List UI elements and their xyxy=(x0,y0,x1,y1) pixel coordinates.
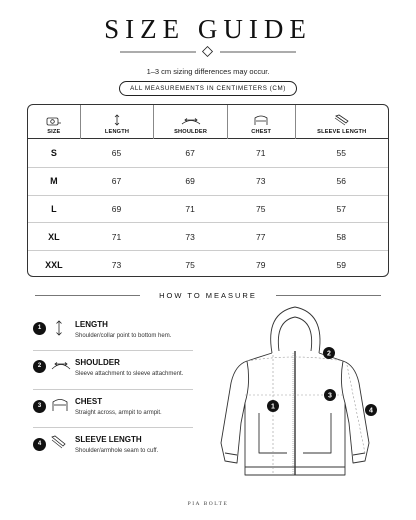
col-length: LENGTH xyxy=(80,105,154,139)
diagram-marker-1 xyxy=(267,400,279,412)
sleeve-icon xyxy=(334,114,350,126)
length-cell: 69 xyxy=(111,203,122,214)
sleeve-icon xyxy=(51,435,67,449)
step-separator xyxy=(33,350,193,351)
svg-text:1: 1 xyxy=(271,403,275,411)
step-length xyxy=(33,320,193,346)
shoulder-cell: 71 xyxy=(185,203,195,214)
col-shoulder: SHOULDER xyxy=(153,105,227,139)
step-description: Shoulder/collar point to bottom hem. xyxy=(75,333,172,339)
col-sleeve-length: SLEEVE LENGTH xyxy=(295,105,388,139)
step-name: CHEST xyxy=(75,397,103,406)
size-cell: XXL xyxy=(45,259,63,270)
chest-cell: 73 xyxy=(255,176,266,187)
table-row xyxy=(28,195,388,223)
units-badge: ALL MEASUREMENTS IN CENTIMETERS (CM) xyxy=(119,81,297,96)
step-sleeve-length xyxy=(33,435,193,461)
vertical-arrow-icon xyxy=(51,320,67,336)
table-body xyxy=(28,139,388,277)
length-cell: 73 xyxy=(111,259,122,270)
diagram-marker-2 xyxy=(323,347,335,359)
how-to-measure-title: HOW TO MEASURE xyxy=(159,291,257,300)
tape-measure-icon xyxy=(46,116,62,126)
size-cell: XL xyxy=(48,231,60,242)
brand-footer: PIA BOLTE xyxy=(187,501,229,507)
step-chest xyxy=(33,397,193,423)
sleeve-cell: 59 xyxy=(336,259,346,270)
step-description: Shoulder/armhole seam to cuff. xyxy=(75,448,159,454)
chest-icon xyxy=(51,398,69,412)
svg-text:2: 2 xyxy=(327,350,331,358)
step-name: LENGTH xyxy=(75,320,108,329)
sizing-disclaimer: 1–3 cm sizing differences may occur. xyxy=(146,67,270,76)
length-cell: 67 xyxy=(111,176,122,187)
table-header xyxy=(28,105,388,139)
sleeve-cell: 55 xyxy=(336,147,346,158)
chest-cell: 77 xyxy=(255,231,266,242)
step-number: 1 xyxy=(33,322,46,335)
col-chest: CHEST xyxy=(227,105,295,139)
size-cell: S xyxy=(50,147,57,158)
col-size: SIZE xyxy=(28,105,80,139)
table-row xyxy=(28,167,388,195)
step-shoulder xyxy=(33,358,193,384)
shoulder-cell: 67 xyxy=(185,147,195,158)
length-cell: 71 xyxy=(111,231,122,242)
title-ornament xyxy=(0,46,416,58)
step-description: Straight across, armpit to armpit. xyxy=(75,410,162,416)
diagram-marker-3 xyxy=(324,389,336,401)
shoulder-arc-icon xyxy=(180,116,202,126)
step-separator xyxy=(33,427,193,428)
step-name: SLEEVE LENGTH xyxy=(75,435,142,444)
table-row xyxy=(28,222,388,250)
step-description: Sleeve attachment to sleeve attachment. xyxy=(75,371,184,377)
chest-cell: 75 xyxy=(255,203,266,214)
sleeve-cell: 57 xyxy=(336,203,346,214)
chest-cell: 79 xyxy=(255,259,266,270)
hoodie-diagram xyxy=(207,303,382,488)
vertical-arrow-icon xyxy=(113,114,121,126)
table-row xyxy=(28,139,388,167)
chest-icon xyxy=(252,115,270,126)
size-table xyxy=(27,104,389,277)
size-cell: M xyxy=(50,176,58,187)
shoulder-cell: 75 xyxy=(185,259,195,270)
step-number: 2 xyxy=(33,360,46,373)
diagram-marker-4 xyxy=(365,404,377,416)
length-cell: 65 xyxy=(111,147,122,158)
page-title: SIZE GUIDE xyxy=(104,14,312,44)
svg-text:4: 4 xyxy=(369,407,373,415)
chest-cell: 71 xyxy=(255,147,266,158)
svg-text:3: 3 xyxy=(328,392,332,400)
step-number: 4 xyxy=(33,438,46,451)
shoulder-cell: 73 xyxy=(185,231,195,242)
shoulder-arc-icon xyxy=(51,359,71,371)
sleeve-cell: 58 xyxy=(336,231,346,242)
step-separator xyxy=(33,389,193,390)
step-name: SHOULDER xyxy=(75,358,120,367)
sleeve-cell: 56 xyxy=(336,176,346,187)
size-cell: L xyxy=(51,203,57,214)
table-row xyxy=(28,250,388,277)
shoulder-cell: 69 xyxy=(185,176,195,187)
step-number: 3 xyxy=(33,400,46,413)
